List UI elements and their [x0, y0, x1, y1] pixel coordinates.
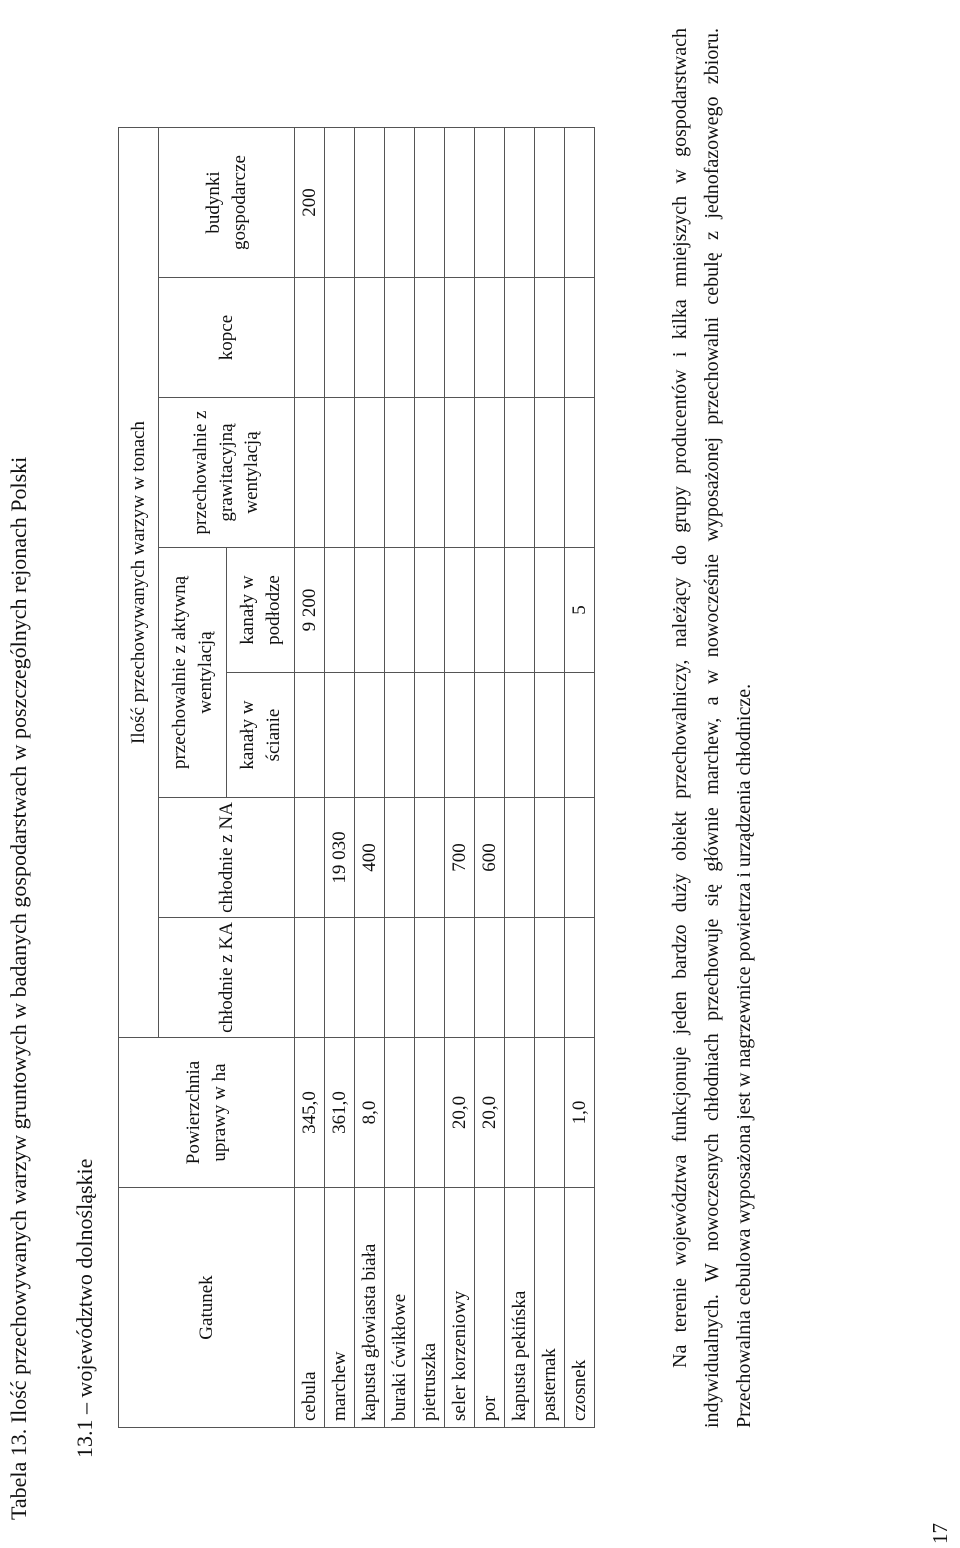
table-row [565, 127, 595, 1427]
header-kopce: kopce [159, 278, 295, 398]
cell-name: kapusta głowiasta biała [355, 1188, 385, 1428]
table-row [475, 127, 505, 1427]
cell-kopce [445, 278, 475, 398]
cell-sciana [295, 673, 325, 798]
cell-podloga [535, 548, 565, 673]
cell-sciana [565, 673, 595, 798]
cell-podloga [385, 548, 415, 673]
page-number: 17 [928, 1523, 952, 1544]
cell-kopce [505, 278, 535, 398]
cell-kopce [415, 278, 445, 398]
description-paragraph: Na terenie województwa funkcjonuje jeden bardzo duży obiekt przechowalniczy, należący do grupy producentów i kilka mniejszych w gospodarstwach indywidualnych. W nowoczesnych chłodniach przechowuje się głównie marchew, a w nowocześnie wyposażonej przechowalni cebulę z jednofazowego zbioru. Przechowalnia cebulowa wyposażona jest w nagrzewnice powietrza i urządzenia chłodnicze. [669, 28, 755, 1428]
table-row [385, 127, 415, 1427]
cell-area: 1,0 [565, 1038, 595, 1188]
cell-area: 345,0 [295, 1038, 325, 1188]
cell-sciana [535, 673, 565, 798]
cell-graw [385, 398, 415, 548]
cell-ka [535, 918, 565, 1038]
cell-sciana [445, 673, 475, 798]
cell-podloga [325, 548, 355, 673]
header-kanaly-podloga: kanały w podłodze [227, 548, 295, 673]
cell-area [415, 1038, 445, 1188]
cell-sciana [415, 673, 445, 798]
cell-kopce [325, 278, 355, 398]
cell-kopce [565, 278, 595, 398]
cell-ka [415, 918, 445, 1038]
cell-sciana [505, 673, 535, 798]
cell-graw [565, 398, 595, 548]
header-kanaly-sciana: kanały w ścianie [227, 673, 295, 798]
header-chlodnie-ka: chłodnie z KA [159, 918, 295, 1038]
cell-budynki [385, 127, 415, 277]
cell-graw [535, 398, 565, 548]
cell-graw [445, 398, 475, 548]
cell-podloga: 5 [565, 548, 595, 673]
cell-name: pietruszka [415, 1188, 445, 1428]
cell-budynki [355, 127, 385, 277]
header-aktywna: przechowalnie z aktywną wentylacją [159, 548, 227, 798]
cell-graw [475, 398, 505, 548]
cell-graw [325, 398, 355, 548]
header-chlodnie-na: chłodnie z NA [159, 798, 295, 918]
table-row [505, 127, 535, 1427]
cell-graw [355, 398, 385, 548]
header-powierzchnia: Powierzchnia uprawy w ha [119, 1038, 295, 1188]
cell-area: 20,0 [475, 1038, 505, 1188]
cell-na [565, 798, 595, 918]
table-row [535, 127, 565, 1427]
table-subtitle: 13.1 – województwo dolnośląskie [72, 1158, 97, 1458]
cell-na [505, 798, 535, 918]
table-row [295, 127, 325, 1427]
cell-ka [325, 918, 355, 1038]
cell-na: 600 [475, 798, 505, 918]
cell-budynki [445, 127, 475, 277]
cell-sciana [325, 673, 355, 798]
cell-name: buraki ćwikłowe [385, 1188, 415, 1428]
cell-graw [295, 398, 325, 548]
cell-name: marchew [325, 1188, 355, 1428]
table-title: Tabela 13. Ilość przechowywanych warzyw gruntowych w badanych gospodarstwach w poszczególnych rejonach Polski [6, 456, 31, 1520]
cell-area [505, 1038, 535, 1188]
cell-kopce [295, 278, 325, 398]
cell-na [295, 798, 325, 918]
cell-podloga [475, 548, 505, 673]
cell-name: seler korzeniowy [445, 1188, 475, 1428]
cell-na [385, 798, 415, 918]
table-row [415, 127, 445, 1427]
cell-podloga [355, 548, 385, 673]
cell-area: 8,0 [355, 1038, 385, 1188]
cell-area [385, 1038, 415, 1188]
cell-name: cebula [295, 1188, 325, 1428]
cell-ka [385, 918, 415, 1038]
cell-podloga: 9 200 [295, 548, 325, 673]
cell-graw [415, 398, 445, 548]
cell-area: 20,0 [445, 1038, 475, 1188]
cell-budynki [475, 127, 505, 277]
cell-na: 19 030 [325, 798, 355, 918]
cell-area: 361,0 [325, 1038, 355, 1188]
header-ilosc: Ilość przechowywanych warzyw w tonach [119, 127, 159, 1037]
cell-ka [295, 918, 325, 1038]
table-row [325, 127, 355, 1427]
cell-budynki [565, 127, 595, 277]
cell-sciana [355, 673, 385, 798]
cell-budynki [415, 127, 445, 277]
header-budynki: budynki gospodarcze [159, 127, 295, 277]
cell-name: czosnek [565, 1188, 595, 1428]
cell-name: por [475, 1188, 505, 1428]
cell-ka [565, 918, 595, 1038]
cell-ka [475, 918, 505, 1038]
cell-podloga [505, 548, 535, 673]
cell-name: pasternak [535, 1188, 565, 1428]
cell-na [535, 798, 565, 918]
cell-graw [505, 398, 535, 548]
cell-budynki [535, 127, 565, 277]
cell-budynki: 200 [295, 127, 325, 277]
cell-na [415, 798, 445, 918]
cell-budynki [505, 127, 535, 277]
cell-budynki [325, 127, 355, 277]
cell-kopce [535, 278, 565, 398]
cell-sciana [475, 673, 505, 798]
cell-podloga [445, 548, 475, 673]
header-gatunek: Gatunek [119, 1188, 295, 1428]
cell-kopce [475, 278, 505, 398]
cell-kopce [355, 278, 385, 398]
cell-na: 700 [445, 798, 475, 918]
cell-ka [445, 918, 475, 1038]
cell-area [535, 1038, 565, 1188]
cell-name: kapusta pekińska [505, 1188, 535, 1428]
cell-na: 400 [355, 798, 385, 918]
header-grawitacyjna: przechowalnie z grawitacyjną wentylacją [159, 398, 295, 548]
cell-kopce [385, 278, 415, 398]
table-body [295, 127, 595, 1427]
table-row [445, 127, 475, 1427]
cell-sciana [385, 673, 415, 798]
cell-ka [505, 918, 535, 1038]
storage-table [118, 127, 595, 1428]
cell-podloga [415, 548, 445, 673]
cell-ka [355, 918, 385, 1038]
table-row [355, 127, 385, 1427]
